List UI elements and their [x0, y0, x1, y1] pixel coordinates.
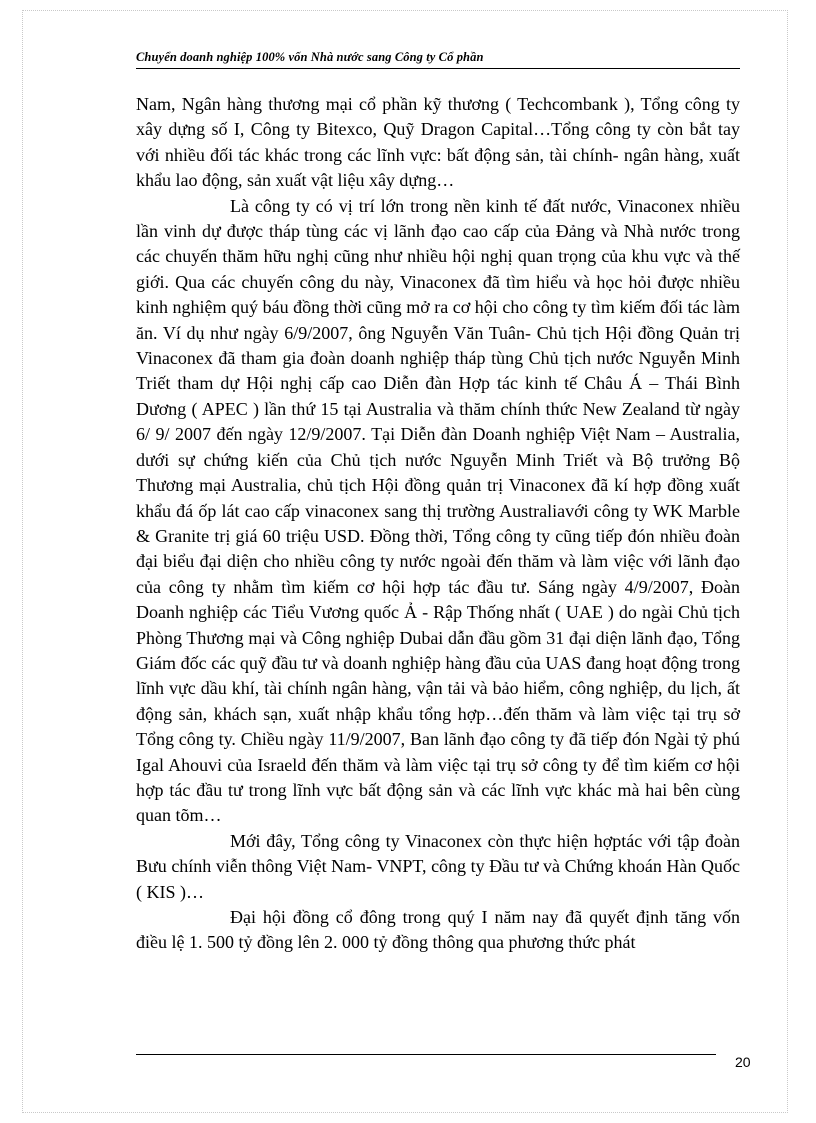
page-number: 20 [735, 1054, 751, 1070]
paragraph: Đại hội đồng cổ đông trong quý I năm nay đã quyết định tăng vốn điều lệ 1. 500 tỷ đồng lên 2. 000 tỷ đồng thông qua phương thức phát [136, 907, 740, 953]
paragraph-continuation: Nam, Ngân hàng thương mại cổ phần kỹ thương ( Techcombank ), Tổng công ty xây dựng số I, Công ty Bitexco, Quỹ Dragon Capital…Tổng công ty còn bắt tay với nhiều đối tác khác trong các lĩnh vực: bất động sản, tài chính- ngân hàng, xuất khẩu lao động, sản xuất vật liệu xây dựng… [136, 94, 740, 191]
paragraph: Là công ty có vị trí lớn trong nền kinh tế đất nước, Vinaconex nhiều lần vinh dự được tháp tùng các vị lãnh đạo cao cấp của Đảng và Nhà nước trong các chuyến thăm hữu nghị cũng như nhiều hội nghị quan trọng của khu vực và thế giới. Qua các chuyến công du này, Vinaconex đã tìm hiểu và học hỏi được nhiều kinh nghiệm quý báu đồng thời cũng mở ra cơ hội cho công ty tìm kiếm đối tác làm ăn. Ví dụ như ngày 6/9/2007, ông Nguyễn Văn Tuân- Chủ tịch Hội đồng Quản trị Vinaconex đã tham gia đoàn doanh nghiệp tháp tùng Chủ tịch nước Nguyễn Minh Triết tham dự Hội nghị cấp cao Diễn đàn Hợp tác kinh tế Châu Á – Thái Bình Dương ( APEC ) lần thứ 15 tại Australia và thăm chính thức New Zealand từ ngày 6/ 9/ 2007 đến ngày 12/9/2007. Tại Diễn đàn Doanh nghiệp Việt Nam – Australia, dưới sự chứng kiến của Chủ tịch nước Nguyễn Minh Triết và Bộ trưởng Bộ Thương mại Australia, chủ tịch Hội đồng quản trị Vinaconex đã kí hợp đồng xuất khẩu đá ốp lát cao cấp vinaconex sang thị trường Australiavới công ty WK Marble & Granite trị giá 60 triệu USD. Đồng thời, Tổng công ty cũng tiếp đón nhiều đoàn đại biểu đại diện cho nhiều công ty nước ngoài đến thăm và làm việc với lãnh đạo của công ty nhằm tìm kiếm cơ hội hợp tác đầu tư. Sáng ngày 4/9/2007, Đoàn Doanh nghiệp các Tiểu Vương quốc Ả - Rập Thống nhất ( UAE ) do ngài Chủ tịch Phòng Thương mại và Công nghiệp Dubai dẫn đầu gồm 31 đại diện lãnh đạo, Tổng Giám đốc các quỹ đầu tư và doanh nghiệp hàng đầu của UAS đang hoạt động trong lĩnh vực dầu khí, tài chính ngân hàng, vận tải và bảo hiểm, công nghiệp, du lịch, ất động sản, khách sạn, xuất nhập khẩu tổng hợp…đến thăm và làm việc tại trụ sở Tổng công ty. Chiều ngày 11/9/2007, Ban lãnh đạo công ty đã tiếp đón Ngài tỷ phú Igal Ahouvi của Israeld đến thăm và làm việc tại trụ sở công ty để tìm kiếm cơ hội hợp tác đầu tư trong lĩnh vực bất động sản và các lĩnh vực khác mà hai bên cùng quan tõm… [136, 195, 740, 826]
footer-divider [136, 1054, 716, 1055]
document-body [136, 92, 740, 956]
running-header [136, 48, 740, 69]
running-title: Chuyển doanh nghiệp 100% vốn Nhà nước sang Công ty Cổ phần [136, 50, 484, 64]
paragraph: Mới đây, Tổng công ty Vinaconex còn thực hiện hợptác với tập đoàn Bưu chính viễn thông Việt Nam- VNPT, công ty Đầu tư và Chứng khoán Hàn Quốc ( KIS )… [136, 830, 740, 902]
